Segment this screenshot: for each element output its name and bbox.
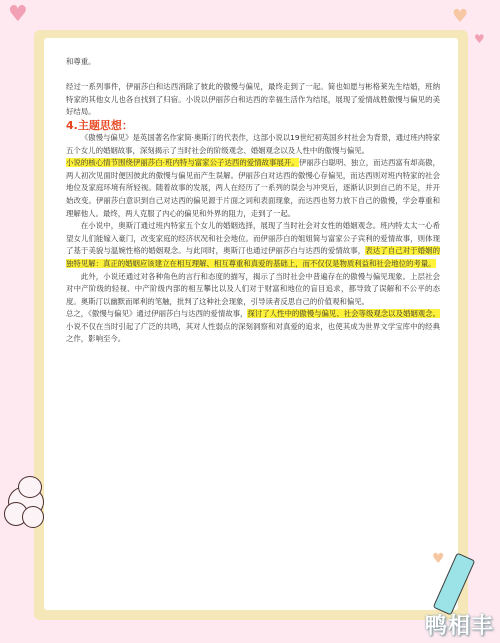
heart-icon-top-right: ♥ (452, 6, 469, 27)
highlight-themes: 探讨了人性中的傲慢与偏见、社会等级观念以及婚姻观念。 (247, 309, 440, 319)
paragraph-4-text: 在小说中，奥斯汀通过班内特家五个女儿的婚姻选择，展现了当时社会对女性的婚姻观念。班内特太太一心希望女儿们能嫁入豪门，改变家庭的经济状况和社会地位。而伊丽莎白的姐姐简与富家公子宾利的爱情故事，则体现了基于美貌与温婉性格的婚姻观念。与此同时，奥斯汀也通过伊丽莎白与达西的爱情故事， (66, 221, 440, 256)
document-content (66, 38, 440, 346)
section-heading: 4.主题思想： (66, 118, 133, 132)
cloud-doodle-icon (4, 472, 48, 532)
paragraph-1: 经过一系列事件，伊丽莎白和达西消除了彼此的傲慢与偏见，最终走到了一起。简也如愿与彬格莱先生结婚，班纳特家的其他女儿也各自找到了归宿。小说以伊丽莎白和达西的幸福生活作为结尾，展现了爱情战胜傲慢与偏见的美好结局。 (66, 82, 440, 117)
paragraph-2: 《傲慢与偏见》是英国著名作家简·奥斯汀的代表作，这部小说以19世纪初英国乡村社会为背景，通过班内特家五个女儿的婚姻故事，深刻揭示了当时社会的阶级观念、婚姻观念以及人性中的傲慢与偏见。 (66, 132, 440, 155)
paragraph-3 (66, 157, 440, 220)
highlight-marriage-view: 表达了自己对于婚姻的独特见解：真正的婚姻应该建立在相互理解、相互尊重和真爱的基础上，而不仅仅是物质利益和社会地位的考量。 (66, 246, 440, 268)
highlight-core-plot: 小说的核心情节围绕伊丽莎白·班内特与富家公子达西的爱情故事展开。 (66, 158, 299, 168)
paragraph-6 (66, 308, 440, 346)
paragraph-3-text: 伊丽莎白聪明、独立，而达西富有却高傲，两人初次见面时便因彼此的傲慢与偏见而产生误解。伊丽莎白对达西的傲慢心存偏见，而达西则对班内特家的社会地位及家庭环境有所轻视。随着故事的发展，两人在经历了一系列的误会与冲突后，逐渐认识到自己的不足，并开始改变。伊丽莎白意识到自己对达西的偏见源于片面之词和表面现象，而达西也努力放下自己的傲慢，学会尊重和理解他人。最终，两人克服了内心的偏见和外界的阻力，走到了一起。 (66, 158, 440, 218)
paragraph-6-text-b: 小说不仅在当时引起了广泛的共鸣，其对人性弱点的深刻洞察和对真爱的追求，也使其成为世界文学宝库中的经典之作，影响至今。 (66, 321, 440, 344)
paragraph-5: 此外，小说还通过对各种角色的言行和态度的描写，揭示了当时社会中普遍存在的傲慢与偏见现象。上层社会对中产阶级的轻视、中产阶级内部的相互攀比以及人们对于财富和地位的盲目追求，都导致了误解和不公平的态度。奥斯汀以幽默而犀利的笔触，批判了这种社会现象，引导读者反思自己的价值观和偏见。 (66, 271, 440, 306)
heart-icon-top-left: ♥ (8, 2, 28, 27)
paragraph-4 (66, 220, 440, 270)
pencil-doodle-icon: ♥ (430, 548, 480, 628)
heart-icon-top-right-small: ♥ (474, 32, 485, 46)
paragraph-0: 和尊重。 (66, 57, 96, 66)
document-page (44, 38, 458, 610)
paragraph-6-text-a: 总之，《傲慢与偏见》通过伊丽莎白与达西的爱情故事， (66, 309, 248, 319)
watermark-text: 鸭相丰 (424, 614, 494, 639)
